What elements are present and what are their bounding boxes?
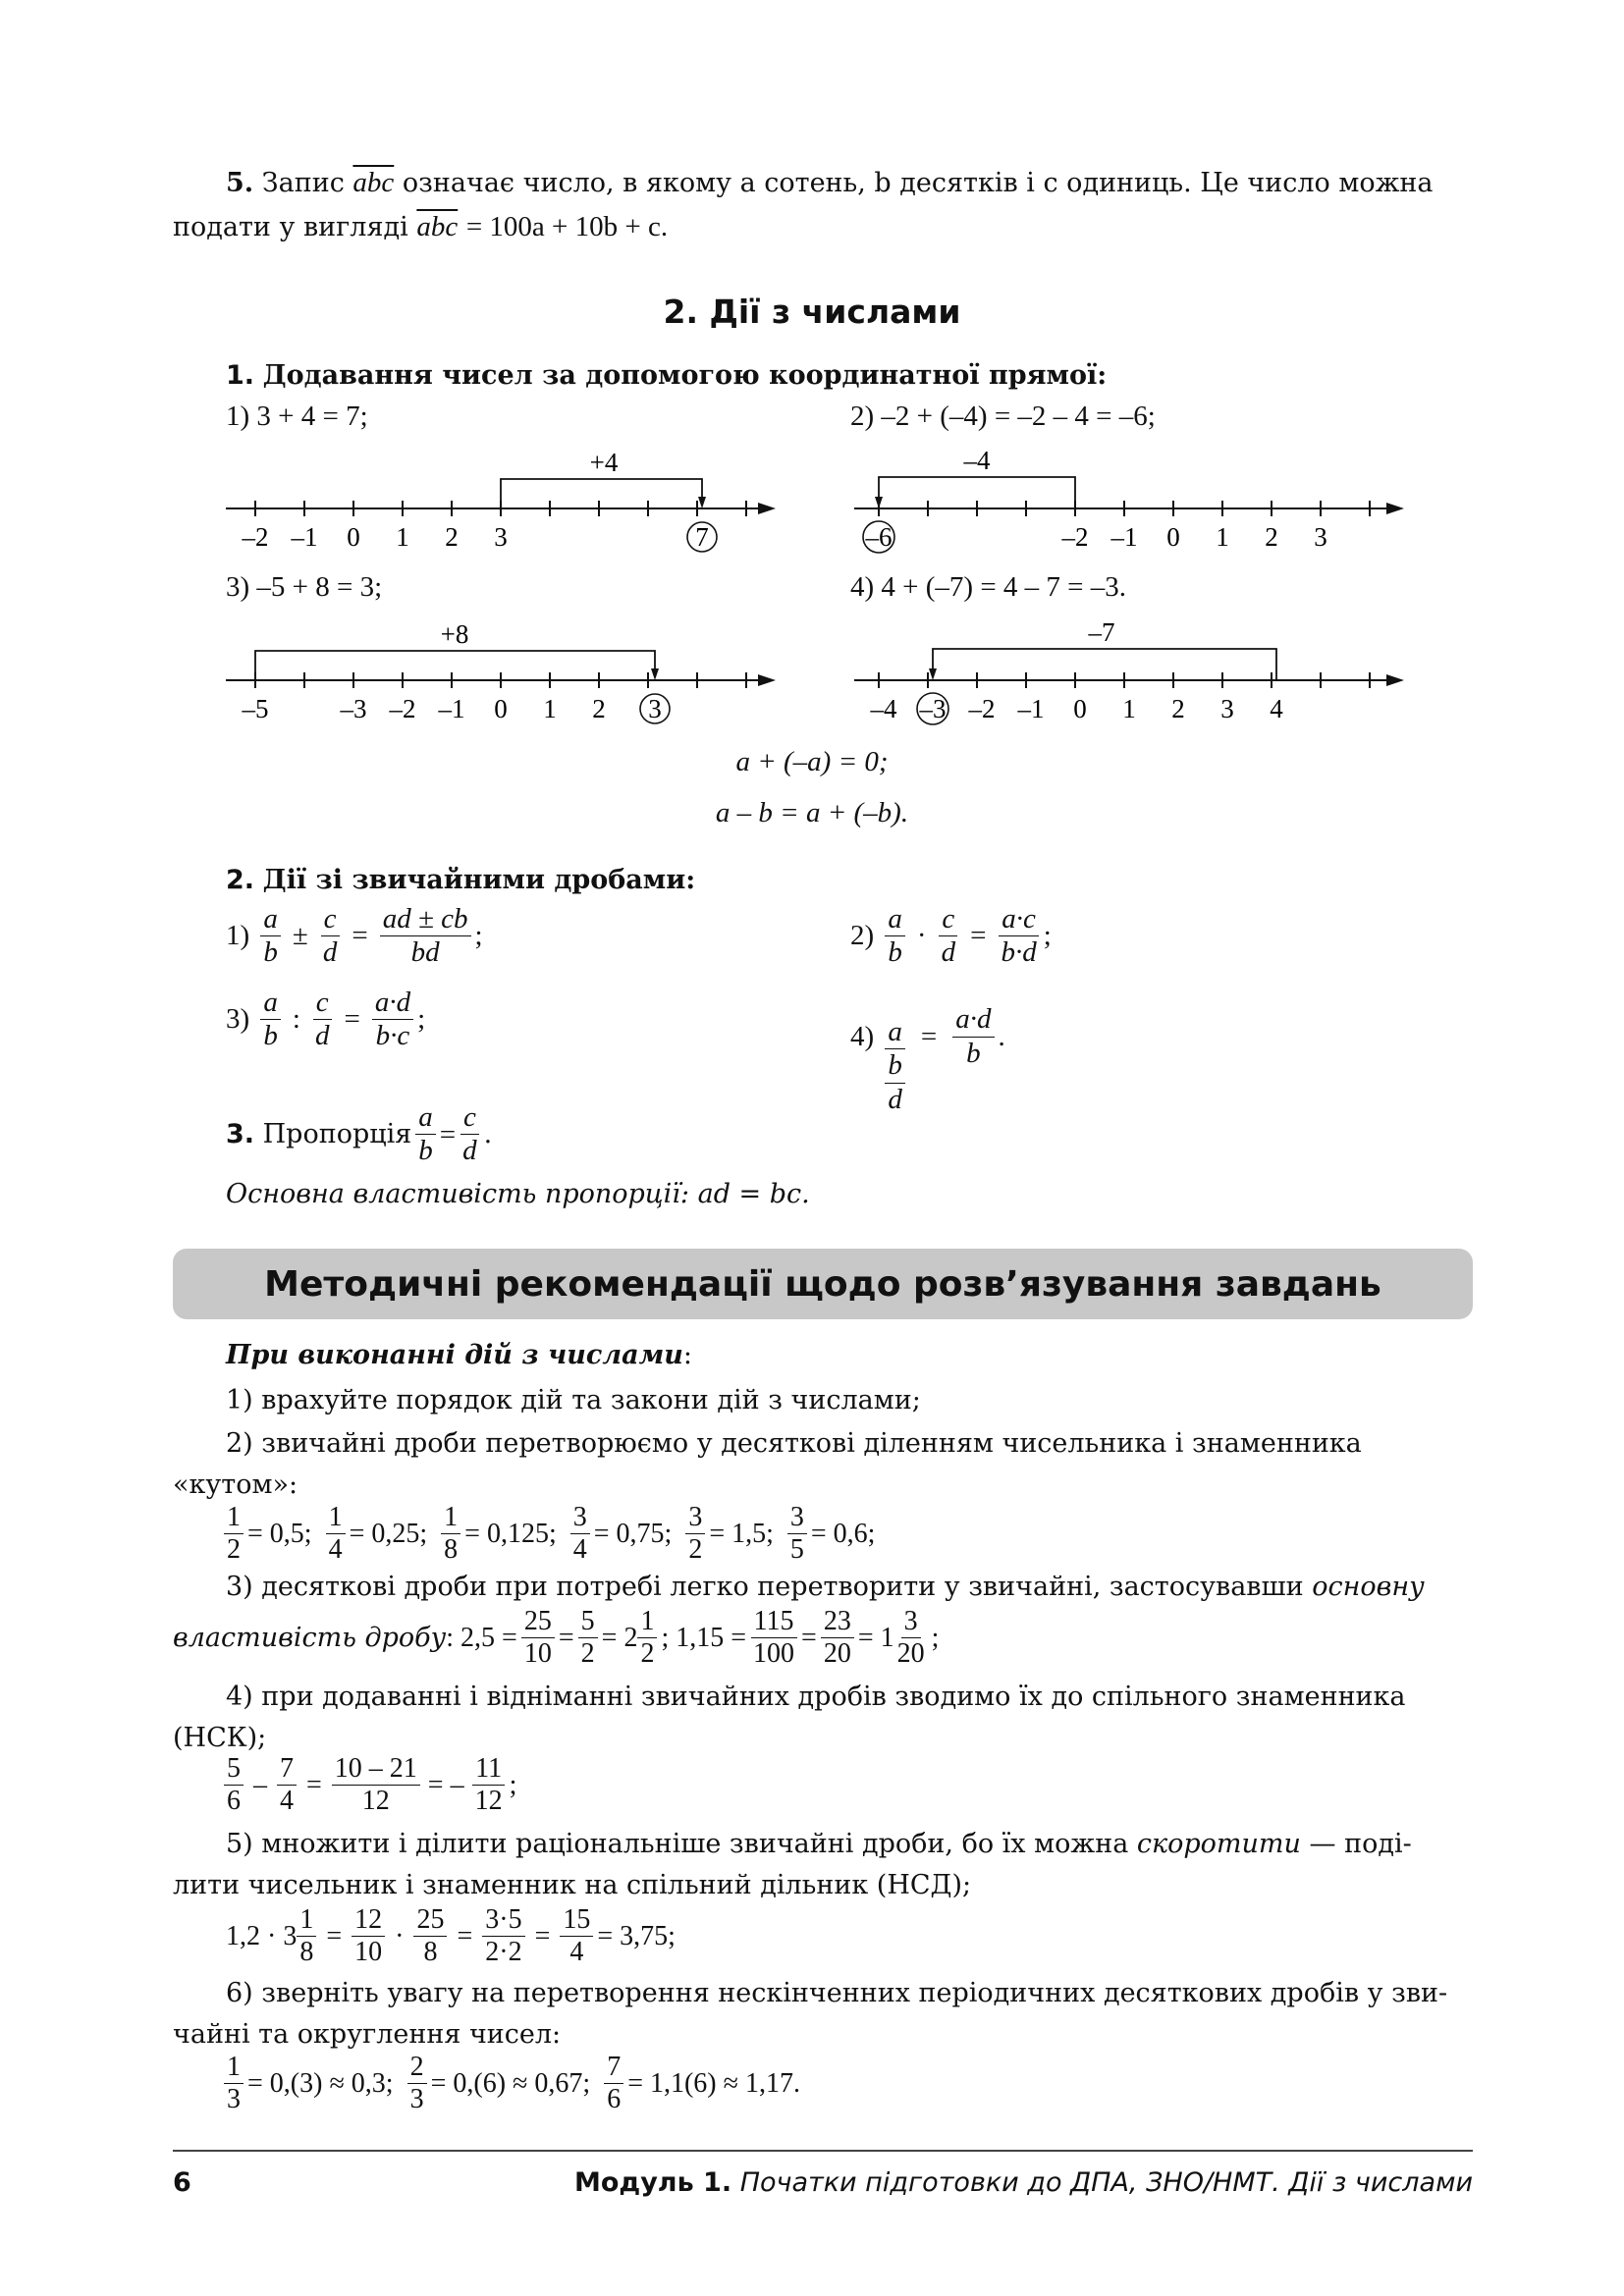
operator: ·	[916, 920, 927, 952]
numerator: 1	[224, 1502, 244, 1534]
numerator: 25	[413, 1904, 447, 1937]
footer-module-bold: Модуль 1.	[573, 2167, 732, 2198]
recs-lead	[226, 1335, 692, 1376]
value: = 0,6;	[810, 1518, 876, 1549]
numerator: c	[460, 1101, 479, 1135]
value: = 0,(6) ≈ 0,67;	[430, 2067, 591, 2099]
punct: ;	[1043, 920, 1052, 952]
denominator: 2	[640, 1638, 655, 1670]
value: = 0,25;	[349, 1518, 428, 1549]
rec-4-example	[220, 1753, 516, 1817]
fraction-rule-4	[850, 987, 1005, 1115]
rec-5-line-2: лити чисельник і знаменник на спільний дільник (НСД);	[173, 1870, 972, 1900]
denominator: 20	[896, 1638, 925, 1670]
fraction	[260, 987, 281, 1053]
intro-line-2	[173, 206, 668, 248]
rec-3-rest: : 2,5 =	[446, 1622, 517, 1653]
intro-abc-2: $\overline{abc}$	[416, 211, 459, 242]
fraction	[787, 1502, 807, 1566]
fraction-rule-2	[850, 903, 1052, 970]
denominator: 2·2	[485, 1937, 522, 1968]
fraction	[885, 903, 905, 970]
punct: ;	[931, 1622, 940, 1653]
numerator: 3	[901, 1606, 921, 1638]
fraction	[441, 1502, 460, 1566]
denominator: 4	[328, 1534, 343, 1566]
numerator: 1	[326, 1502, 346, 1534]
tick-label: 1	[1216, 522, 1229, 552]
footer-module-title: Початки підготовки до ДПА, ЗНО/НМТ. Дії з числами	[739, 2167, 1473, 2198]
numerator: c	[313, 987, 332, 1020]
denominator: 10	[523, 1638, 552, 1670]
denominator: 4	[569, 1937, 584, 1968]
equals: =	[457, 1920, 473, 1951]
fraction	[460, 1101, 480, 1168]
tick-label: 1	[1122, 694, 1136, 723]
equals: =	[920, 1020, 938, 1052]
numerator: 115	[751, 1606, 797, 1638]
tick-label: 2	[592, 694, 606, 723]
fraction	[297, 1904, 316, 1968]
numerator: c	[939, 903, 957, 936]
addition-heading-num: 1.	[226, 360, 255, 391]
tick-label: 0	[1166, 522, 1180, 552]
equals: =	[306, 1769, 322, 1800]
rec-5-line-1	[226, 1824, 1473, 1865]
jump-label-2: –4	[963, 446, 991, 475]
tick-label: 0	[347, 522, 360, 552]
fraction	[352, 1904, 385, 1968]
fraction	[998, 903, 1039, 970]
proportion-property: Основна властивість пропорції: ad = bc.	[226, 1179, 810, 1209]
numerator: 1	[224, 2052, 244, 2084]
denominator: 4	[572, 1534, 587, 1566]
numerator: 7	[277, 1753, 297, 1786]
denominator: 8	[423, 1937, 438, 1968]
fraction	[578, 1606, 598, 1670]
fraction	[952, 1003, 994, 1070]
tick-label: –1	[438, 694, 465, 723]
answer-label-1: 7	[695, 522, 709, 552]
addition-heading	[226, 355, 1107, 397]
tick-label: 3	[1314, 522, 1327, 552]
denominator: 8	[444, 1534, 459, 1566]
fraction	[560, 1904, 593, 1968]
number-line-2	[844, 442, 1414, 560]
rule-number: 2)	[850, 920, 875, 952]
intro-line2-eq: = 100a + 10b + c.	[465, 211, 669, 242]
denominator: b·d	[1001, 936, 1037, 969]
numerator: ad ± cb	[380, 903, 471, 936]
rec-4-line-1: 4) при додаванні і відніманні звичайних дробів зводимо їх до спільного знаменника	[226, 1682, 1406, 1712]
rec-4-line-2: (НСК);	[173, 1723, 267, 1753]
jump-label-1: +4	[589, 448, 619, 477]
numerator: 1	[637, 1606, 657, 1638]
example-1-label: 1) 3 + 4 = 7;	[226, 400, 368, 432]
answer-label-3: 3	[648, 694, 662, 723]
fraction	[637, 1606, 657, 1670]
fraction-rule-1	[226, 903, 483, 970]
fractions-heading-num: 2.	[226, 865, 255, 895]
numerator: a	[260, 987, 281, 1020]
rec-5-post: — поді-	[1309, 1829, 1412, 1859]
tick-label: 2	[1171, 694, 1185, 723]
complex-fraction	[885, 1016, 905, 1116]
fraction	[521, 1606, 555, 1670]
fraction	[894, 1606, 928, 1670]
punct: ;	[509, 1769, 517, 1800]
fraction	[332, 1753, 420, 1817]
numerator: 5	[578, 1606, 598, 1638]
numerator: 3	[685, 1502, 705, 1534]
rec-5-example	[226, 1904, 676, 1968]
intro-abc: $\overline{abc}$	[352, 167, 395, 198]
number-line-3	[216, 614, 785, 731]
numerator: 25	[521, 1606, 555, 1638]
proportion-label: Пропорція	[262, 1118, 412, 1149]
rec-2-line-1: 2) звичайні дроби перетворюємо у десяткові діленням чисельника і знаменника	[226, 1428, 1362, 1459]
fraction	[750, 1606, 797, 1670]
denominator: bd	[410, 936, 440, 969]
rec-3-italic-2: властивість дробу	[173, 1623, 447, 1654]
denominator: 12	[361, 1786, 390, 1817]
rule-number: 3)	[226, 1003, 250, 1036]
punct: ;	[474, 920, 483, 952]
numerator: a·c	[999, 903, 1039, 936]
fraction	[224, 1502, 244, 1566]
denominator: 3	[227, 2084, 241, 2115]
numerator: 11	[472, 1753, 505, 1786]
punct: :	[682, 1340, 692, 1370]
fraction	[821, 1606, 854, 1670]
recs-lead-text: При виконанні дій з числами	[226, 1340, 683, 1370]
denominator: d	[314, 1020, 330, 1052]
fraction	[372, 987, 413, 1053]
fraction	[260, 903, 281, 970]
number-line-4	[844, 614, 1414, 731]
denominator: 4	[280, 1786, 294, 1817]
value: = 1,5;	[709, 1518, 774, 1549]
numerator: 7	[604, 2052, 623, 2084]
numerator: 12	[352, 1904, 385, 1937]
denominator-top: b	[885, 1049, 905, 1083]
numerator: 23	[821, 1606, 854, 1638]
denominator: 20	[823, 1638, 851, 1670]
denominator: 2	[227, 1534, 241, 1566]
jump-label-4: –7	[1088, 617, 1115, 647]
denominator: d	[462, 1135, 477, 1167]
fraction	[939, 903, 959, 970]
tick-label: –1	[1017, 694, 1045, 723]
footer-divider	[173, 2150, 1473, 2152]
fraction	[380, 903, 471, 970]
equals: = –	[427, 1769, 464, 1800]
denominator: 5	[789, 1534, 804, 1566]
equals: =	[534, 1920, 551, 1951]
answer-label-4: –3	[919, 694, 947, 723]
numerator: 5	[224, 1753, 244, 1786]
numerator: a	[885, 1016, 905, 1049]
rec-2-examples	[220, 1502, 875, 1566]
equals: =	[352, 920, 368, 952]
numerator: a·d	[372, 987, 413, 1020]
rule-number: 4)	[850, 1020, 875, 1052]
fraction	[472, 1753, 506, 1817]
identity-2: a – b = a + (–b).	[715, 797, 909, 828]
rec-6-line-2: чайні та округлення чисел:	[173, 2019, 562, 2050]
intro-number: 5.	[226, 168, 254, 198]
denominator: b	[263, 936, 278, 969]
fraction	[224, 2052, 244, 2115]
value: = 1	[857, 1622, 894, 1653]
addition-heading-text: Додавання чисел за допомогою координатної прямої:	[262, 360, 1108, 391]
numerator: 3	[570, 1502, 590, 1534]
tick-label: 1	[396, 522, 409, 552]
fraction-rule-3	[226, 987, 425, 1053]
fraction	[604, 2052, 623, 2115]
tick-label: 2	[1265, 522, 1278, 552]
value: ; 1,15 =	[661, 1622, 747, 1653]
proportion-num: 3.	[226, 1118, 255, 1149]
fraction	[224, 1753, 244, 1817]
numerator: 15	[560, 1904, 593, 1937]
tick-label: 0	[494, 694, 508, 723]
denominator: b	[418, 1135, 433, 1167]
value: = 1,1(6) ≈ 1,17.	[627, 2067, 800, 2099]
numerator: a	[260, 903, 281, 936]
rec-3-line-2: властивість дробу : 2,5 = $\frac{25}{10}$ = $\frac{5}{2}$ = 2 $\frac{1}{2}$ ; 1,15 = $\frac{115}{100}$ = $\frac{23}{20}$ = 1 $\frac{3}{20}$ ;	[173, 1606, 940, 1670]
tick-label: –2	[389, 694, 416, 723]
numerator: a	[885, 903, 905, 936]
fraction	[482, 1904, 524, 1968]
rec-3-italic: основну	[1312, 1572, 1425, 1602]
denominator: b·c	[375, 1020, 410, 1052]
fraction	[407, 2052, 427, 2115]
intro-line2-pre: подати у вигляді	[173, 212, 408, 242]
rec-6-examples	[220, 2052, 800, 2115]
tick-label: –2	[242, 522, 269, 552]
numerator: c	[321, 903, 340, 936]
denominator: 10	[354, 1937, 383, 1968]
value: = 0,125;	[464, 1518, 557, 1549]
tick-label: –2	[1061, 522, 1089, 552]
footer-module	[574, 2167, 1473, 2198]
denominator: 3	[409, 2084, 424, 2115]
fraction	[685, 1502, 705, 1566]
fraction	[320, 903, 341, 970]
numerator: a·d	[952, 1003, 994, 1037]
value: = 2	[601, 1622, 638, 1653]
tick-label: 4	[1270, 694, 1283, 723]
equals: =	[344, 1003, 360, 1036]
fraction	[326, 1502, 346, 1566]
fractions-heading	[226, 860, 695, 901]
numerator: a	[415, 1101, 436, 1135]
recommendations-banner: Методичні рекомендації щодо розв’язування завдань	[173, 1249, 1473, 1319]
denominator: 6	[227, 1786, 241, 1817]
fraction	[413, 1904, 447, 1968]
value: = 0,5;	[247, 1518, 312, 1549]
numerator: 10 – 21	[332, 1753, 420, 1786]
proportion-line	[226, 1101, 492, 1168]
number-line-1	[216, 442, 785, 560]
rec-1: 1) врахуйте порядок дій та закони дій з числами;	[226, 1385, 921, 1415]
rec-5-italic: скоротити	[1136, 1829, 1301, 1859]
fraction	[415, 1101, 436, 1168]
denominator-bottom: d	[888, 1083, 902, 1115]
tick-label: –5	[242, 694, 269, 723]
intro-rest: означає число, в якому a сотень, b десятків і c одиниць. Це число можна	[402, 168, 1434, 198]
rec-2-line-2: «кутом»:	[173, 1469, 298, 1500]
fractions-heading-text: Дії зі звичайними дробами:	[262, 865, 696, 895]
operator: –	[253, 1769, 267, 1800]
value: = 0,(3) ≈ 0,3;	[247, 2067, 394, 2099]
denominator: b	[966, 1037, 981, 1069]
operator: ·	[395, 1920, 405, 1951]
equals: =	[326, 1920, 343, 1951]
rule-number: 1)	[226, 920, 250, 952]
rec-3-text: 3) десяткові дроби при потребі легко перетворити у звичайні, застосувавши	[226, 1572, 1304, 1602]
tick-label: –2	[968, 694, 996, 723]
tick-label: 2	[445, 522, 459, 552]
rec-6-line-1: 6) зверніть увагу на перетворення нескінченних періодичних десяткових дробів у зви-	[226, 1978, 1448, 2008]
operator: ±	[292, 920, 308, 952]
punct: ;	[417, 1003, 426, 1036]
numerator: 3	[787, 1502, 807, 1534]
value: 1,2 · 3	[226, 1920, 298, 1951]
equals: =	[970, 920, 987, 952]
tick-label: –3	[340, 694, 367, 723]
example-3-label: 3) –5 + 8 = 3;	[226, 571, 383, 603]
answer-label-2: –6	[865, 522, 893, 552]
numerator: 1	[297, 1904, 316, 1937]
tick-label: 1	[543, 694, 557, 723]
page-number: 6	[173, 2167, 191, 2198]
numerator: 3·5	[482, 1904, 524, 1937]
fraction	[277, 1753, 297, 1817]
denominator: 100	[753, 1638, 795, 1670]
value: = 0,75;	[593, 1518, 673, 1549]
intro-line-1	[226, 162, 1473, 204]
equals: =	[439, 1118, 457, 1150]
denominator: b	[263, 1020, 278, 1052]
denominator: 2	[580, 1638, 595, 1670]
denominator: d	[941, 936, 956, 969]
denominator: d	[322, 936, 338, 969]
example-2-label: 2) –2 + (–4) = –2 – 4 = –6;	[850, 400, 1156, 432]
jump-label-3: +8	[440, 619, 469, 649]
denominator: 12	[474, 1786, 503, 1817]
tick-label: 3	[1220, 694, 1234, 723]
tick-label: 3	[494, 522, 508, 552]
tick-label: –1	[291, 522, 318, 552]
identity-1: a + (–a) = 0;	[735, 746, 889, 777]
tick-label: 0	[1073, 694, 1087, 723]
operator: :	[292, 1003, 300, 1036]
example-4-label: 4) 4 + (–7) = 4 – 7 = –3.	[850, 571, 1127, 603]
numerator: 1	[441, 1502, 460, 1534]
denominator: 6	[607, 2084, 622, 2115]
section-title: 2. Дії з числами	[663, 293, 961, 331]
denominator: 2	[688, 1534, 703, 1566]
numerator: 2	[407, 2052, 427, 2084]
denominator: 8	[299, 1937, 314, 1968]
punct: .	[483, 1118, 493, 1149]
punct: .	[998, 1020, 1005, 1052]
tick-label: –1	[1110, 522, 1138, 552]
rec-5-text: 5) множити і ділити раціональніше звичайні дроби, бо їх можна	[226, 1829, 1129, 1859]
intro-pre: Запис	[261, 168, 345, 198]
fraction	[312, 987, 333, 1053]
rec-3-line-1	[226, 1567, 1473, 1608]
denominator: b	[888, 936, 902, 969]
tick-label: –4	[870, 694, 897, 723]
value: = 3,75;	[597, 1920, 676, 1951]
fraction	[570, 1502, 590, 1566]
